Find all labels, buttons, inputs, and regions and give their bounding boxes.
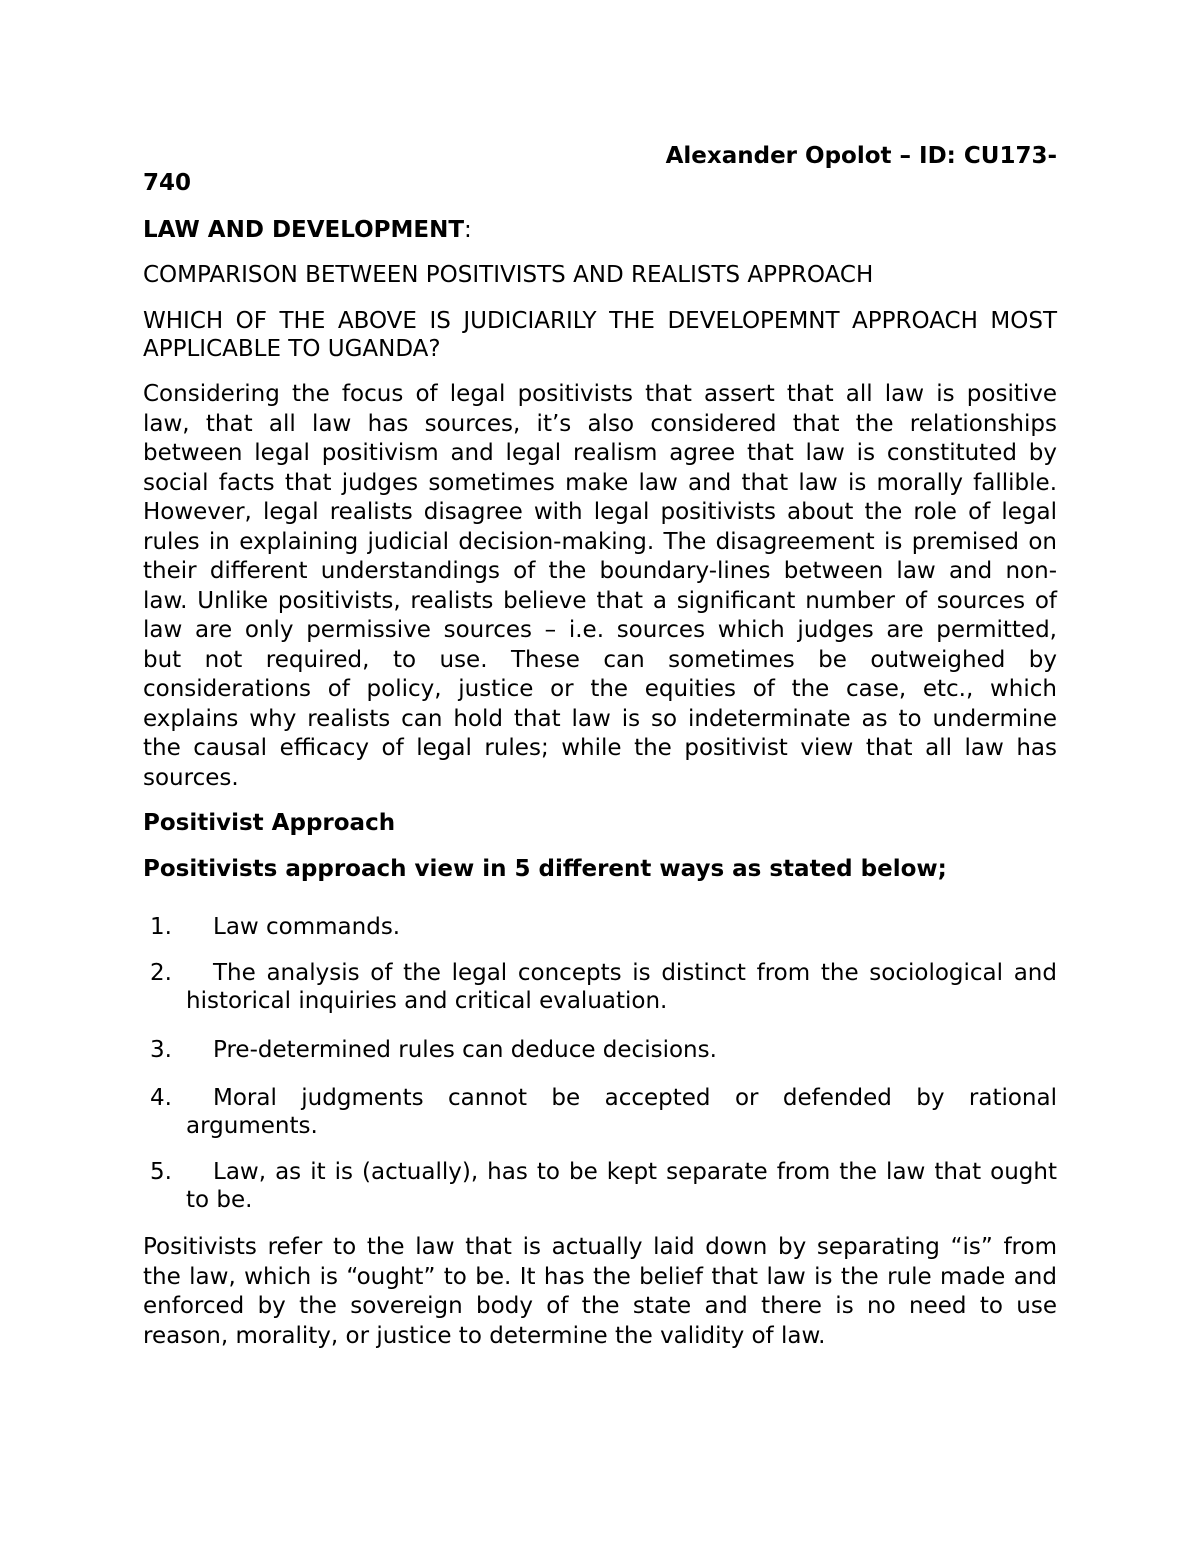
paragraph-line: their different understandings of the boundary-lines between law and non-	[143, 558, 1057, 584]
list-number: 1.	[150, 914, 172, 940]
closing-paragraph	[143, 1233, 1057, 1351]
paragraph-line: However, legal realists disagree with legal positivists about the role of legal	[143, 499, 1057, 525]
paragraph-line: Positivists refer to the law that is actually laid down by separating “is” from	[143, 1234, 1057, 1260]
paragraph-line: the causal efficacy of legal rules; while the positivist view that all law has	[143, 735, 1057, 761]
paragraph-line: between legal positivism and legal realism agree that law is constituted by	[143, 440, 1057, 466]
document-title: LAW AND DEVELOPMENT	[143, 217, 465, 243]
research-question	[143, 307, 1057, 363]
list-number: 2.	[150, 960, 172, 986]
document-title-block	[143, 216, 1057, 244]
document-subtitle: COMPARISON BETWEEN POSITIVISTS AND REALISTS APPROACH	[143, 262, 874, 288]
paragraph-line: law are only permissive sources – i.e. sources which judges are permitted,	[143, 617, 1057, 643]
list-item-line: arguments.	[186, 1113, 318, 1139]
list-number: 3.	[150, 1037, 172, 1063]
list-item	[143, 1158, 1057, 1214]
paragraph-line: law, that all law has sources, it’s also considered that the relationships	[143, 410, 1057, 437]
paragraph-line: social facts that judges sometimes make law and that law is morally fallible.	[143, 469, 1057, 496]
document-page	[143, 143, 1057, 1351]
paragraph-line: but not required, to use. These can sometimes be outweighed by	[143, 646, 1057, 673]
paragraph-line: law. Unlike positivists, realists believe that a significant number of sources of	[143, 587, 1057, 614]
intro-paragraph	[143, 380, 1057, 793]
section-heading: Positivist Approach	[143, 810, 396, 836]
author-block	[143, 143, 1057, 197]
list-item-line: Moral judgments cannot be accepted or defended by rational	[213, 1085, 1057, 1111]
list-item-line: Law, as it is (actually), has to be kept separate from the law that ought	[213, 1159, 1057, 1185]
paragraph-line: the law, which is “ought” to be. It has the belief that law is the rule made and	[143, 1263, 1057, 1290]
title-colon: :	[464, 217, 472, 243]
paragraph-line: enforced by the sovereign body of the state and there is no need to use	[143, 1293, 1057, 1319]
author-id-line: Alexander Opolot – ID: CU173-	[665, 143, 1057, 169]
paragraph-line: reason, morality, or justice to determine the validity of law.	[143, 1322, 826, 1349]
paragraph-line: rules in explaining judicial decision-making. The disagreement is premised on	[143, 528, 1057, 555]
list-item	[143, 1084, 1057, 1140]
list-item-line: Pre-determined rules can deduce decisions.	[213, 1037, 717, 1063]
list-item-line: historical inquiries and critical evaluation.	[186, 988, 668, 1014]
research-question-line: APPLICABLE TO UGANDA?	[143, 336, 441, 362]
paragraph-line: Considering the focus of legal positivists that assert that all law is positive	[143, 381, 1057, 407]
list-number: 5.	[150, 1159, 172, 1185]
paragraph-line: explains why realists can hold that law is so indeterminate as to undermine	[143, 705, 1057, 732]
document-subtitle-block	[143, 261, 1057, 289]
list-item	[143, 1036, 1057, 1064]
list-item	[143, 913, 1057, 941]
list-number: 4.	[150, 1085, 172, 1111]
section-subheading: Positivists approach view in 5 different ways as stated below;	[143, 856, 947, 882]
numbered-list	[143, 913, 1057, 1214]
author-id-continued: 740	[143, 170, 192, 196]
list-item-line: Law commands.	[213, 914, 401, 940]
research-question-line: WHICH OF THE ABOVE IS JUDICIARILY THE DEVELOPEMNT APPROACH MOST	[143, 308, 1057, 334]
list-item-line: The analysis of the legal concepts is distinct from the sociological and	[213, 960, 1057, 986]
list-item-line: to be.	[186, 1187, 253, 1213]
paragraph-line: considerations of policy, justice or the equities of the case, etc., which	[143, 676, 1057, 702]
paragraph-line: sources.	[143, 764, 239, 791]
document-title-line	[143, 216, 1057, 244]
section-heading-block	[143, 809, 1057, 837]
list-item	[143, 959, 1057, 1015]
section-subheading-block	[143, 855, 1057, 883]
